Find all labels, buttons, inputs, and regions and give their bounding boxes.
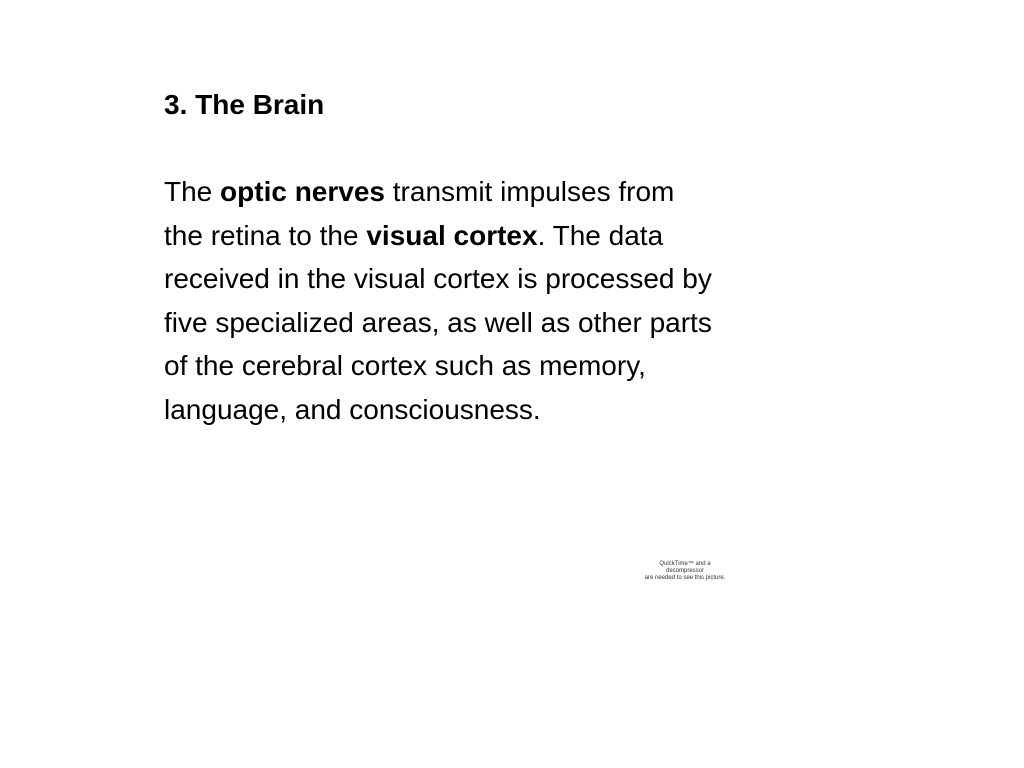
body-line-4: five specialized areas, as well as other parts [164, 306, 712, 338]
body-line-6: language, and consciousness. [164, 393, 541, 425]
term-optic-nerves: optic nerves [220, 176, 385, 207]
body-line-1-text-c: transmit impulses from [384, 176, 675, 207]
slide-title: 3. The Brain [164, 89, 325, 120]
body-line-3: received in the visual cortex is processed by [164, 263, 712, 294]
quicktime-placeholder-line-1: QuickTime™ and a [659, 561, 711, 567]
body-line-1-text-a: The [164, 176, 221, 207]
slide-body-paragraph [164, 170, 884, 431]
body-line-2-text-c: . The data [537, 219, 664, 251]
quicktime-placeholder-line-3: are needed to see this picture. [644, 575, 726, 581]
term-visual-cortex: visual cortex [366, 219, 538, 251]
quicktime-placeholder-line-2: decompressor [665, 568, 704, 574]
body-line-2 [164, 214, 884, 258]
body-line-1 [164, 170, 884, 214]
quicktime-image-placeholder [610, 561, 760, 582]
body-line-2-text-a: the retina to the [164, 219, 367, 251]
body-line-5: of the cerebral cortex such as memory, [164, 350, 646, 381]
